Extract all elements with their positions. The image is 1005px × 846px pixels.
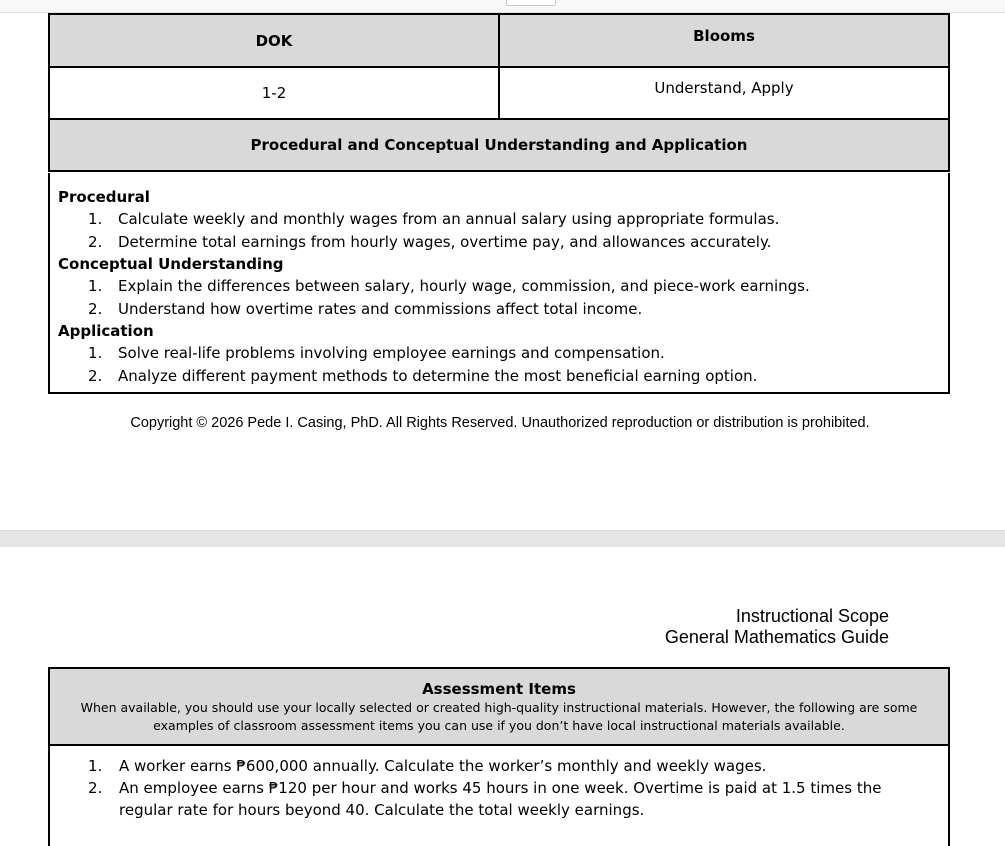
guide-title: General Mathematics Guide: [664, 627, 889, 647]
conceptual-heading: Conceptual Understanding: [58, 255, 284, 273]
competency-content: [48, 173, 950, 394]
assessment-description: When available, you should use your locally selected or created high-quality instructional materials. However, the following are some examples of classroom assessment items you can use if you don’t have local instructional materials available.: [80, 700, 918, 733]
assessment-header: [48, 667, 950, 746]
section-title: Procedural and Conceptual Understanding and Application: [49, 119, 949, 171]
dok-blooms-table: [48, 13, 950, 172]
blooms-header: Blooms: [499, 14, 949, 67]
document-page-1: [0, 13, 1005, 530]
document-page-2: [0, 547, 1005, 829]
list-item: 1. Explain the differences between salary, hourly wage, commission, and piece-work earnings.: [88, 277, 810, 295]
assessment-items: [48, 746, 950, 846]
list-item: 2. Analyze different payment methods to determine the most beneficial earning option.: [88, 366, 758, 385]
application-list: [58, 342, 948, 387]
list-item: 2. Determine total earnings from hourly wages, overtime pay, and allowances accurately.: [88, 232, 772, 251]
assessment-title: Assessment Items: [422, 680, 576, 698]
procedural-heading: Procedural: [58, 188, 150, 206]
viewer-tab-handle[interactable]: [506, 0, 556, 6]
conceptual-list: [58, 275, 948, 320]
page-separator: [0, 530, 1005, 548]
dok-value: 1-2: [49, 67, 499, 119]
copyright-notice: Copyright © 2026 Pede I. Casing, PhD. All Rights Reserved. Unauthorized reproduction or distribution is prohibited.: [130, 415, 870, 431]
list-item: 2. Understand how overtime rates and commissions affect total income.: [88, 299, 643, 318]
list-item: 2. An employee earns ₱120 per hour and works 45 hours in one week. Overtime is paid at 1.5 times the regular rate for hours beyond 40. Calculate the total weekly earnings.: [88, 779, 882, 819]
list-item: 1. Solve real-life problems involving employee earnings and compensation.: [88, 344, 665, 362]
list-item: 1. Calculate weekly and monthly wages from an annual salary using appropriate formulas.: [88, 210, 780, 228]
list-item: 1. A worker earns ₱600,000 annually. Calculate the worker’s monthly and weekly wages.: [88, 757, 767, 775]
assessment-list: [50, 755, 948, 821]
page-header: [665, 606, 889, 648]
blooms-value: Understand, Apply: [499, 67, 949, 119]
dok-header: DOK: [49, 14, 499, 67]
scope-title: Instructional Scope: [735, 606, 889, 626]
application-heading: Application: [58, 322, 154, 340]
viewer-top-bar: [0, 0, 1005, 13]
procedural-list: [58, 208, 948, 253]
